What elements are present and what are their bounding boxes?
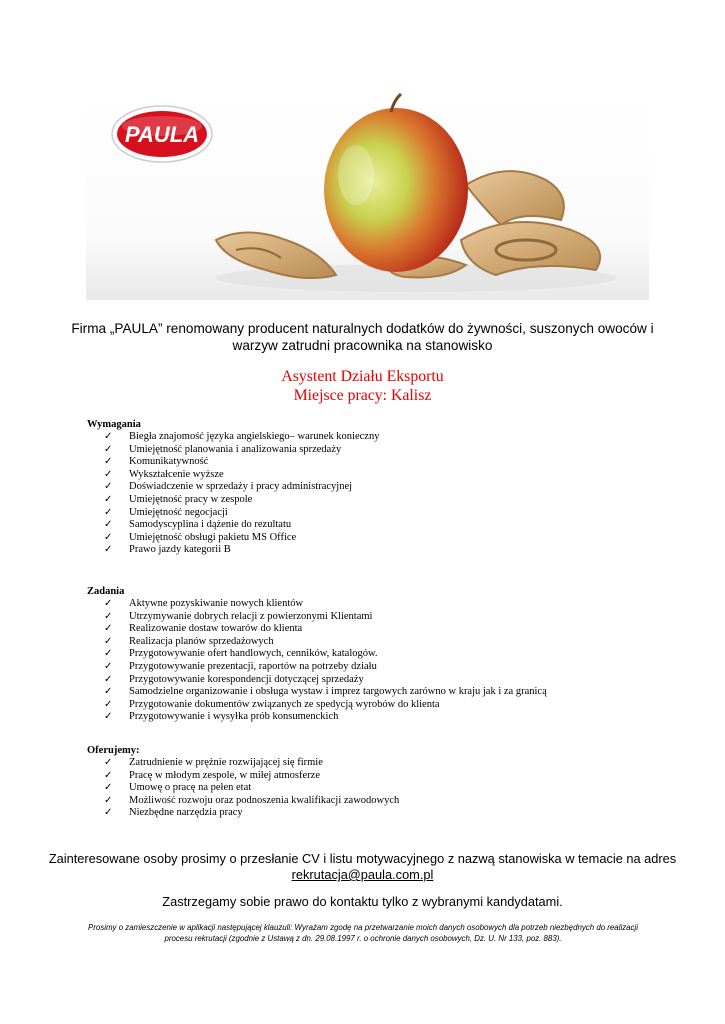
checkmark-icon: ✓: [104, 711, 113, 723]
offer-section: [87, 744, 647, 820]
data-protection-clause: Prosimy o zamieszczenie w aplikacji następującej klauzuli: Wyrażam zgodę na przetwarzanie moich danych osobowych dla potrzeb niezbędnych do realizacji procesu rekrutacji (zgodnie z Ustawą z dn. 29.08.1997 r. o ochronie danych osobowych, Dz. U. Nr 133, poz. 883).: [88, 923, 638, 943]
tasks-list: [87, 598, 647, 724]
checkmark-icon: ✓: [104, 648, 113, 660]
checkmark-icon: ✓: [104, 623, 113, 635]
checkmark-icon: ✓: [104, 660, 113, 672]
contact-text: Zainteresowane osoby prosimy o przesłanie CV i listu motywacyjnego z nazwą stanowiska w temacie na adres: [48, 851, 677, 866]
checkmark-icon: ✓: [104, 769, 113, 781]
offer-title: Oferujemy:: [87, 745, 140, 756]
checkmark-icon: ✓: [104, 673, 113, 685]
checkmark-icon: ✓: [104, 544, 113, 556]
list-item: ✓ Umowę o pracę na pełen etat: [104, 782, 252, 794]
position-block: [0, 367, 725, 405]
checkmark-icon: ✓: [104, 698, 113, 710]
checkmark-icon: ✓: [104, 443, 113, 455]
tasks-title: Zadania: [87, 586, 125, 597]
checkmark-icon: ✓: [104, 610, 113, 622]
requirements-title: Wymagania: [87, 419, 141, 430]
position-title: Asystent Działu Eksportu: [281, 368, 444, 385]
list-item: ✓ Umiejętność planowania i analizowania sprzedaży: [104, 443, 342, 455]
checkmark-icon: ✓: [104, 635, 113, 647]
list-item: ✓ Przygotowywanie prezentacji, raportów na potrzeby działu: [104, 660, 377, 672]
list-item: ✓ Samodzielne organizowanie i obsługa wystaw i imprez targowych zarówno w kraju jak i za granicą: [104, 686, 547, 698]
list-item: ✓ Doświadczenie w sprzedaży i pracy administracyjnej: [104, 481, 353, 493]
list-item: ✓ Umiejętność obsługi pakietu MS Office: [104, 531, 297, 543]
list-item: ✓ Pracę w młodym zespole, w miłej atmosferze: [104, 769, 320, 781]
list-item: ✓ Przygotowywanie korespondencji dotyczącej sprzedaży: [104, 673, 364, 685]
checkmark-icon: ✓: [104, 456, 113, 468]
offer-list: [87, 757, 647, 820]
position-location: Miejsce pracy: Kalisz: [293, 387, 432, 404]
checkmark-icon: ✓: [104, 531, 113, 543]
list-item: ✓ Niezbędne narzędzia pracy: [104, 807, 243, 819]
checkmark-icon: ✓: [104, 598, 113, 609]
list-item: ✓ Przygotowywanie i wysyłka prób konsumenckich: [104, 711, 339, 723]
requirements-section: [87, 418, 647, 557]
checkmark-icon: ✓: [104, 481, 113, 493]
checkmark-icon: ✓: [104, 782, 113, 794]
list-item: ✓ Komunikatywność: [104, 456, 209, 468]
list-item: ✓ Samodyscyplina i dążenie do rezultatu: [104, 519, 292, 531]
reserve-text: Zastrzegamy sobie prawo do kontaktu tylko z wybranymi kandydatami.: [162, 894, 563, 909]
list-item: ✓ Przygotowanie dokumentów związanych ze spedycją wyrobów do klienta: [104, 698, 440, 710]
checkmark-icon: ✓: [104, 686, 113, 698]
logo-text: PAULA: [124, 122, 200, 147]
checkmark-icon: ✓: [104, 468, 113, 480]
list-item: ✓ Przygotowywanie ofert handlowych, cenników, katalogów.: [104, 648, 378, 660]
list-item: ✓ Umiejętność pracy w zespole: [104, 493, 253, 505]
paula-logo: [110, 104, 214, 164]
list-item: ✓ Możliwość rozwoju oraz podnoszenia kwalifikacji zawodowych: [104, 794, 400, 806]
intro-text: Firma „PAULA” renomowany producent naturalnych dodatków do żywności, suszonych owoców i warzyw zatrudni pracownika na stanowisko: [71, 321, 654, 353]
list-item: ✓ Zatrudnienie w prężnie rozwijającej się firmie: [104, 757, 323, 768]
list-item: ✓ Biegła znajomość języka angielskiego– warunek konieczny: [104, 431, 380, 442]
list-item: ✓ Prawo jazdy kategorii B: [104, 544, 231, 556]
list-item: ✓ Realizacja planów sprzedażowych: [104, 635, 274, 647]
list-item: ✓ Aktywne pozyskiwanie nowych klientów: [104, 598, 304, 609]
requirements-list: [87, 431, 647, 557]
checkmark-icon: ✓: [104, 794, 113, 806]
list-item: ✓ Wykształcenie wyższe: [104, 468, 224, 480]
checkmark-icon: ✓: [104, 506, 113, 518]
header-banner-image: [86, 90, 649, 300]
checkmark-icon: ✓: [104, 807, 113, 819]
checkmark-icon: ✓: [104, 493, 113, 505]
contact-email-link[interactable]: rekrutacja@paula.com.pl: [291, 867, 434, 882]
checkmark-icon: ✓: [104, 519, 113, 531]
checkmark-icon: ✓: [104, 431, 113, 442]
tasks-section: [87, 585, 647, 724]
list-item: ✓ Utrzymywanie dobrych relacji z powierzonymi Klientami: [104, 610, 373, 622]
list-item: ✓ Umiejętność negocjacji: [104, 506, 228, 518]
list-item: ✓ Realizowanie dostaw towarów do klienta: [104, 623, 303, 635]
checkmark-icon: ✓: [104, 757, 113, 768]
contact-paragraph: [40, 851, 685, 883]
